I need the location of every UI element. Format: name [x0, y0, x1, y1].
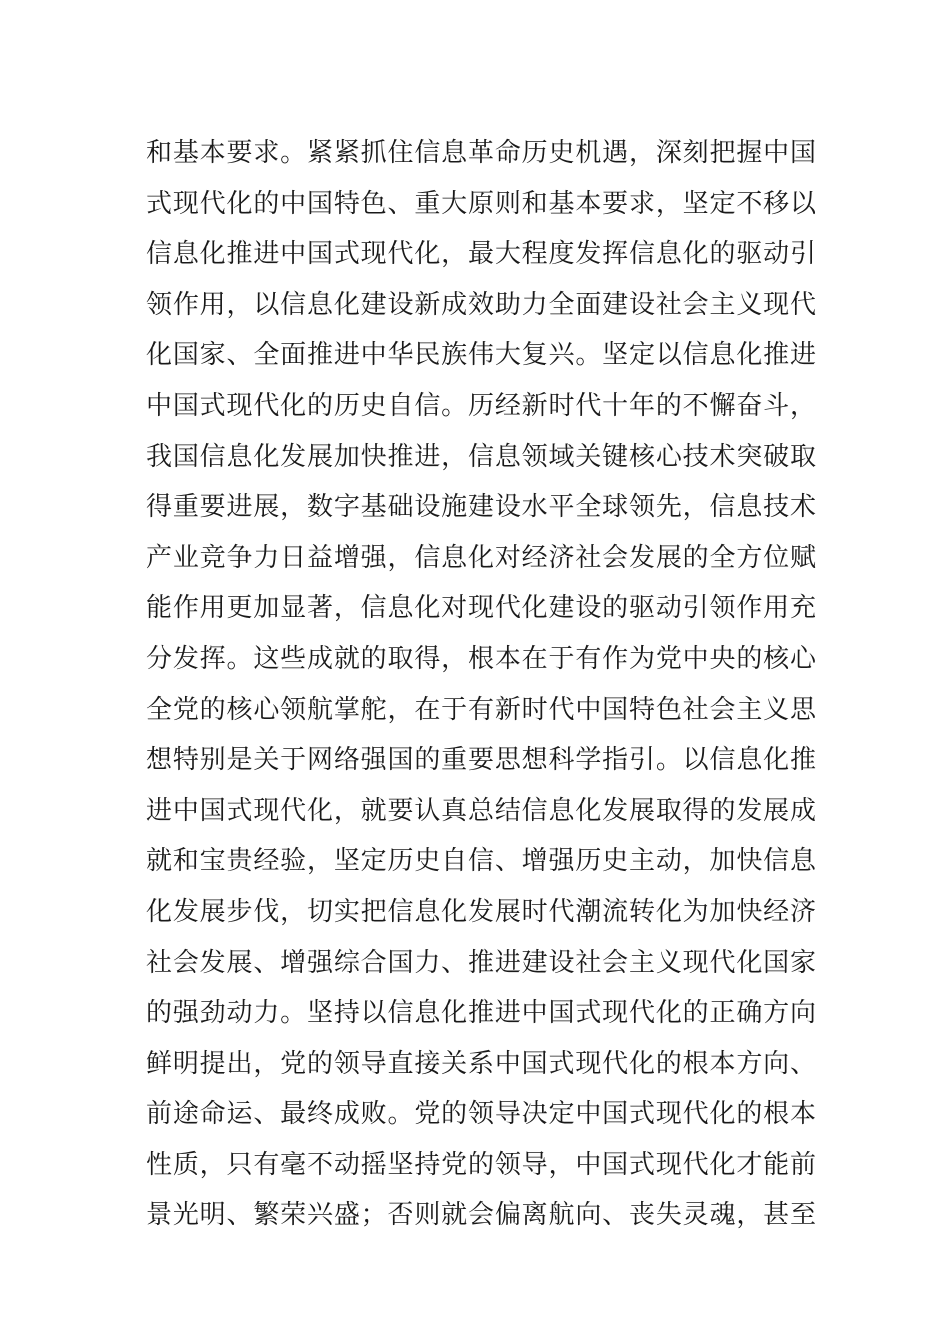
text-line: 性质，只有毫不动摇坚持党的领导，中国式现代化才能前	[146, 1149, 816, 1180]
text-line: 全党的核心领航掌舵，在于有新时代中国特色社会主义思	[146, 694, 816, 725]
text-line: 式现代化的中国特色、重大原则和基本要求，坚定不移以	[146, 188, 816, 219]
text-line: 我国信息化发展加快推进，信息领域关键核心技术突破取	[146, 441, 816, 472]
text-line: 就和宝贵经验，坚定历史自信、增强历史主动，加快信息	[146, 846, 816, 877]
text-line: 化发展步伐，切实把信息化发展时代潮流转化为加快经济	[146, 896, 816, 927]
text-line: 产业竞争力日益增强，信息化对经济社会发展的全方位赋	[146, 542, 816, 573]
body-paragraph	[146, 128, 816, 1241]
text-line: 分发挥。这些成就的取得，根本在于有作为党中央的核心	[146, 643, 816, 674]
text-line: 鲜明提出，党的领导直接关系中国式现代化的根本方向、	[146, 1048, 816, 1079]
text-line: 得重要进展，数字基础设施建设水平全球领先，信息技术	[146, 492, 816, 523]
text-line: 领作用，以信息化建设新成效助力全面建设社会主义现代	[146, 289, 816, 320]
text-line: 进中国式现代化，就要认真总结信息化发展取得的发展成	[146, 795, 816, 826]
text-line: 前途命运、最终成败。党的领导决定中国式现代化的根本	[146, 1099, 816, 1130]
text-line: 和基本要求。紧紧抓住信息革命历史机遇，深刻把握中国	[146, 138, 816, 168]
text-line: 信息化推进中国式现代化，最大程度发挥信息化的驱动引	[146, 239, 816, 270]
text-line: 中国式现代化的历史自信。历经新时代十年的不懈奋斗，	[146, 390, 816, 421]
text-line: 景光明、繁荣兴盛；否则就会偏离航向、丧失灵魂，甚至	[146, 1200, 816, 1231]
text-line: 的强劲动力。坚持以信息化推进中国式现代化的正确方向	[146, 998, 816, 1029]
text-line: 社会发展、增强综合国力、推进建设社会主义现代化国家	[146, 947, 816, 978]
text-line: 想特别是关于网络强国的重要思想科学指引。以信息化推	[146, 745, 816, 776]
text-line: 能作用更加显著，信息化对现代化建设的驱动引领作用充	[146, 593, 816, 624]
text-line: 化国家、全面推进中华民族伟大复兴。坚定以信息化推进	[146, 340, 816, 371]
